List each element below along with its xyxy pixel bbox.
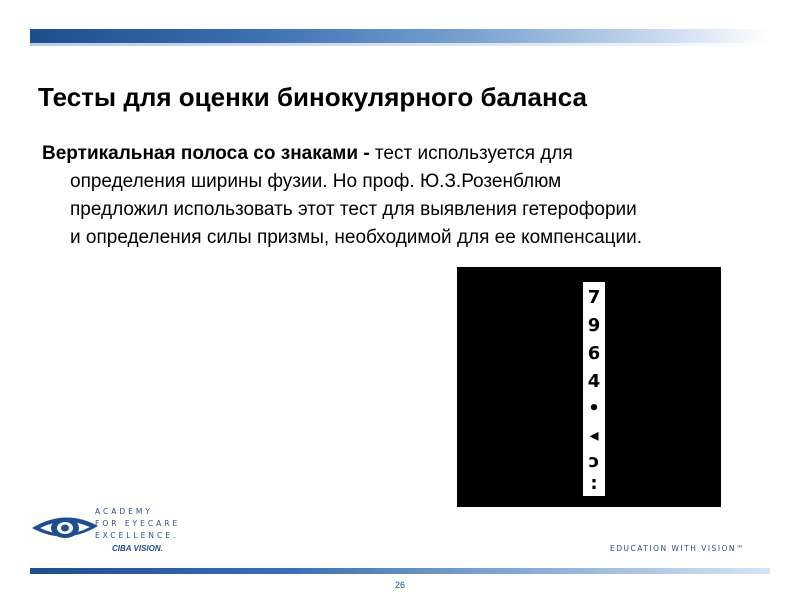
strip-glyph: 9: [587, 315, 601, 336]
logo-line-1: ACADEMY: [95, 507, 153, 516]
body-line-1: [42, 140, 762, 168]
strip-glyph: 4: [587, 371, 601, 392]
logo-line-2: FOR EYECARE: [95, 519, 181, 528]
strip-glyph: 7: [587, 287, 601, 308]
strip-glyph: 6: [587, 343, 601, 364]
footer-tagline: EDUCATION WITH VISION™: [610, 544, 746, 553]
header-gradient-bar: [30, 29, 770, 43]
header-gradient-underline: [30, 43, 770, 46]
strip-glyph: •: [588, 398, 600, 419]
ciba-vision-brand: CIBA VISION.: [112, 544, 163, 553]
body-line-2: определения ширины фузии. Но проф. Ю.З.Розенблюм: [70, 171, 562, 192]
strip-glyph: :: [590, 473, 598, 494]
body-lead: Вертикальная полоса со знаками -: [42, 143, 370, 164]
strip-glyph: ◂: [589, 425, 599, 446]
footer-gradient-bar: [30, 568, 770, 574]
page-number: 26: [394, 580, 405, 590]
logo-line-3: EXCELLENCE.: [95, 531, 179, 540]
slide-body: [42, 140, 762, 252]
vertical-sign-strip: [583, 282, 605, 496]
body-line-4: и определения силы призмы, необходимой для ее компенсации.: [70, 227, 643, 248]
eye-logo-icon: [30, 508, 100, 548]
body-line-1-rest: тест используется для: [369, 143, 573, 164]
slide-title: Тесты для оценки бинокулярного баланса: [38, 82, 587, 112]
strip-glyph: ɔ: [588, 451, 600, 472]
body-line-3: предложил использовать этот тест для выявления гетерофории: [70, 199, 637, 220]
